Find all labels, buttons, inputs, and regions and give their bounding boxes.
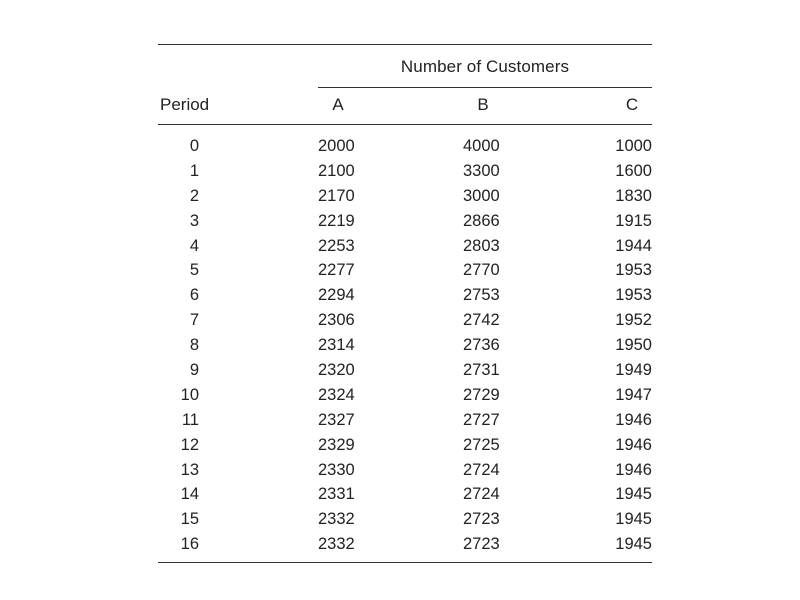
- customers-c-cell: 1949: [615, 361, 652, 380]
- period-cell: 15: [180, 510, 199, 529]
- customers-b-cell: 2736: [463, 336, 500, 355]
- table-row: [158, 135, 652, 160]
- customers-c-cell: 1000: [615, 137, 652, 155]
- customers-a-cell: 2170: [318, 186, 355, 205]
- customers-a-cell: 2253: [318, 236, 355, 255]
- table-row: [158, 309, 652, 334]
- period-cell: 6: [189, 286, 199, 305]
- customers-c-cell: 1946: [615, 435, 652, 454]
- customers-c-cell: 1953: [615, 261, 652, 280]
- period-cell: 13: [180, 460, 199, 479]
- header-a: A: [332, 95, 344, 114]
- header-b: B: [477, 95, 489, 114]
- customers-c-cell: 1915: [615, 211, 652, 230]
- customers-a-cell: 2324: [318, 385, 355, 404]
- customers-a-cell: 2332: [318, 510, 355, 529]
- customers-a-cell: 2330: [318, 460, 355, 479]
- table-row: [158, 459, 652, 484]
- table-row: [158, 185, 652, 210]
- period-cell: 2: [189, 186, 199, 205]
- period-cell: 12: [180, 435, 199, 454]
- customers-c-cell: 1945: [615, 485, 652, 504]
- customers-a-cell: 2294: [318, 286, 355, 305]
- table-row: [158, 210, 652, 235]
- customers-c-cell: 1945: [615, 510, 652, 529]
- customers-b-cell: 2803: [463, 236, 500, 255]
- customers-c-cell: 1946: [615, 460, 652, 479]
- period-cell: 16: [180, 535, 199, 554]
- table-row: [158, 508, 652, 533]
- header-period: Period: [160, 95, 210, 114]
- customers-b-cell: 2727: [463, 410, 500, 429]
- column-group-title: Number of Customers: [400, 57, 570, 76]
- customers-b-cell: 2725: [463, 435, 500, 454]
- customers-b-cell: 2723: [463, 510, 500, 529]
- table-row: [158, 533, 652, 558]
- period-cell: 9: [189, 361, 199, 380]
- customers-c-cell: 1952: [615, 311, 652, 330]
- table-row: [158, 359, 652, 384]
- table-row: [158, 160, 652, 185]
- period-cell: 14: [180, 485, 199, 504]
- customers-b-cell: 2742: [463, 311, 500, 330]
- customers-a-cell: 2314: [318, 336, 355, 355]
- period-cell: 5: [189, 261, 199, 280]
- column-group-rule: [318, 87, 652, 88]
- customers-a-cell: 2100: [318, 161, 355, 180]
- customers-a-cell: 2332: [318, 535, 355, 554]
- customers-a-cell: 2306: [318, 311, 355, 330]
- header-c: C: [625, 95, 639, 114]
- period-cell: 10: [180, 385, 199, 404]
- customers-c-cell: 1946: [615, 410, 652, 429]
- period-cell: 1: [189, 161, 199, 180]
- table-body: [158, 135, 652, 558]
- customers-c-cell: 1600: [615, 161, 652, 180]
- customers-b-cell: 2770: [463, 261, 500, 280]
- customers-b-cell: 4000: [463, 137, 500, 155]
- customers-b-cell: 2724: [463, 460, 500, 479]
- table-row: [158, 434, 652, 459]
- customers-b-cell: 2753: [463, 286, 500, 305]
- period-cell: 11: [181, 410, 199, 429]
- period-cell: 3: [189, 211, 199, 230]
- period-cell: 8: [189, 336, 199, 355]
- table-row: [158, 284, 652, 309]
- customers-a-cell: 2219: [318, 211, 355, 230]
- customers-c-cell: 1830: [615, 186, 652, 205]
- table-row: [158, 259, 652, 284]
- customers-b-cell: 3000: [463, 186, 500, 205]
- customers-b-cell: 2731: [463, 361, 500, 380]
- table-row: [158, 483, 652, 508]
- period-cell: 4: [189, 236, 199, 255]
- customers-a-cell: 2329: [318, 435, 355, 454]
- customers-a-cell: 2327: [318, 410, 355, 429]
- period-cell: 0: [189, 137, 199, 155]
- customers-b-cell: 2724: [463, 485, 500, 504]
- header-rule: [158, 124, 652, 125]
- period-cell: 7: [189, 311, 199, 330]
- customers-b-cell: 2729: [463, 385, 500, 404]
- table-top-rule: [158, 44, 652, 45]
- customers-c-cell: 1945: [615, 535, 652, 554]
- customers-a-cell: 2000: [318, 137, 355, 155]
- table-row: [158, 409, 652, 434]
- customers-c-cell: 1947: [615, 385, 652, 404]
- customers-c-cell: 1944: [615, 236, 652, 255]
- customers-c-cell: 1953: [615, 286, 652, 305]
- customers-b-cell: 2723: [463, 535, 500, 554]
- table-row: [158, 235, 652, 260]
- customers-c-cell: 1950: [615, 336, 652, 355]
- table-row: [158, 384, 652, 409]
- customers-b-cell: 3300: [463, 161, 500, 180]
- table-row: [158, 334, 652, 359]
- customers-a-cell: 2320: [318, 361, 355, 380]
- customers-a-cell: 2277: [318, 261, 355, 280]
- customers-a-cell: 2331: [318, 485, 355, 504]
- customers-b-cell: 2866: [463, 211, 500, 230]
- table-bottom-rule: [158, 562, 652, 563]
